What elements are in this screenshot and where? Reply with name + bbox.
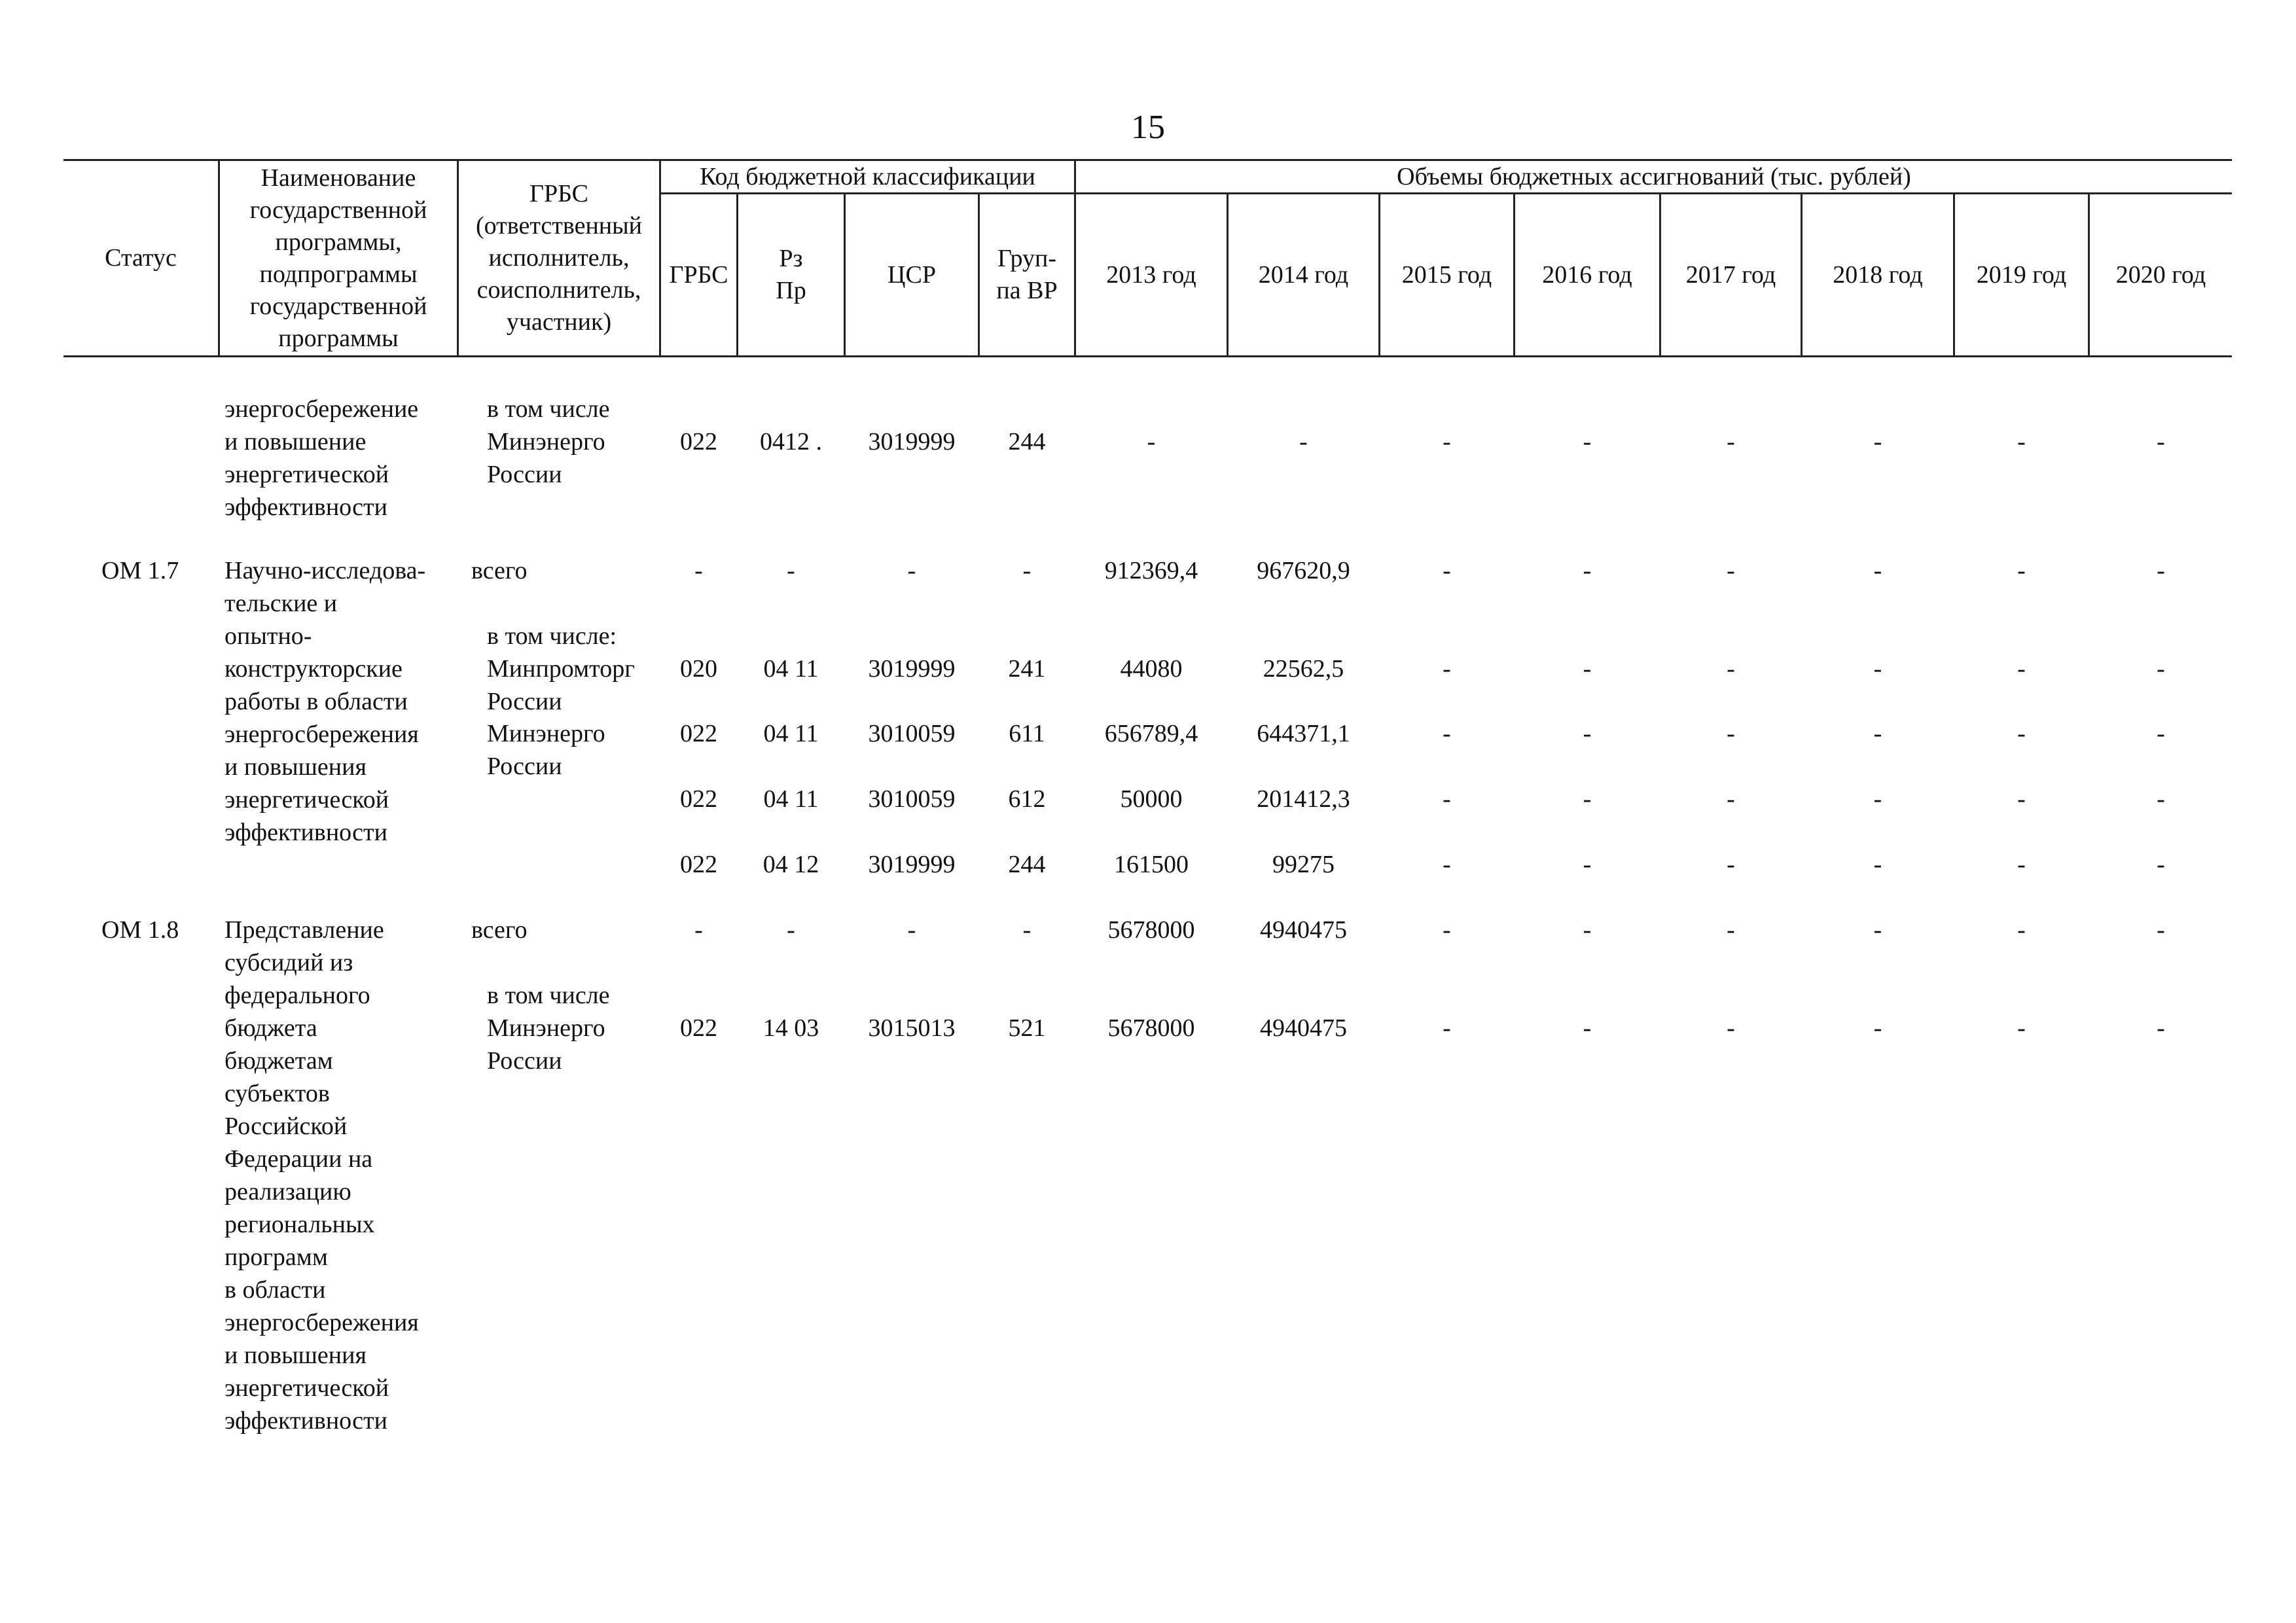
value-2017: - — [1727, 557, 1735, 584]
header-program-name: Наименование государственной программы, подпрограммы государственной программы — [249, 164, 427, 352]
rzpr-cell: 04 11 — [763, 785, 819, 813]
vr-cell: 244 — [1008, 851, 1046, 878]
value-2020: - — [2157, 785, 2165, 813]
value-2019: - — [2017, 851, 2026, 878]
value-2019: - — [2017, 428, 2026, 455]
value-2019: - — [2017, 1014, 2026, 1042]
value-2017: - — [1727, 428, 1735, 455]
rzpr-cell: - — [787, 557, 795, 584]
vr-cell: 521 — [1008, 1014, 1046, 1042]
value-2014: 644371,1 — [1257, 720, 1350, 747]
value-2013: 912369,4 — [1104, 557, 1198, 584]
value-2015: - — [1443, 557, 1451, 584]
value-2018: - — [1873, 655, 1882, 683]
csr-cell: 3010059 — [868, 785, 956, 813]
value-2016: - — [1583, 851, 1592, 878]
section-name: Представление субсидий из федерального бюджета бюджетам субъектов Российской Федерации на реализацию региональных программ в области энергосбережения и повышения энергетической эффективности — [224, 916, 419, 1435]
header-year-2014: 2014 год — [1258, 260, 1349, 289]
section-name: Научно-исследова- тельские и опытно- конструкторские работы в области энергосбережения и повышения энергетической эффективности — [224, 557, 426, 846]
header-code-vr: Груп- па ВР — [996, 245, 1058, 304]
grbs-cell: 022 — [680, 785, 717, 813]
value-2017: - — [1727, 916, 1735, 944]
grbs-cell: - — [694, 557, 703, 584]
responsible-cell: Минэнерго России — [487, 720, 605, 780]
value-2020: - — [2157, 655, 2165, 683]
header-code-grbs: ГРБС — [669, 260, 728, 289]
header-year-2019: 2019 год — [1976, 260, 2067, 289]
value-2014: 4940475 — [1260, 916, 1347, 944]
header-bottom-rule — [63, 355, 2232, 357]
value-2020: - — [2157, 1014, 2165, 1042]
value-2019: - — [2017, 785, 2026, 813]
value-2015: - — [1443, 916, 1451, 944]
vr-cell: - — [1022, 557, 1031, 584]
value-2013: 5678000 — [1107, 1014, 1195, 1042]
value-2018: - — [1873, 428, 1882, 455]
value-2016: - — [1583, 1014, 1592, 1042]
header-code-group: Код бюджетной классификации — [700, 162, 1035, 190]
header-code-csr: ЦСР — [888, 260, 936, 289]
grbs-cell: 020 — [680, 655, 717, 683]
vr-cell: 612 — [1008, 785, 1046, 813]
value-2016: - — [1583, 785, 1592, 813]
value-2017: - — [1727, 655, 1735, 683]
header-year-2013: 2013 год — [1106, 260, 1196, 289]
value-2020: - — [2157, 557, 2165, 584]
grbs-cell: 022 — [680, 428, 717, 455]
value-2014: 967620,9 — [1257, 557, 1350, 584]
responsible-cell: всего — [471, 557, 528, 584]
header-volume-group: Объемы бюджетных ассигнований (тыс. рублей) — [1397, 162, 1911, 190]
status-cell: ОМ 1.8 — [101, 916, 179, 944]
value-2014: 22562,5 — [1263, 655, 1344, 683]
header-grbs-responsible: ГРБС (ответственный исполнитель, соисполнитель, участник) — [475, 180, 642, 336]
value-2018: - — [1873, 557, 1882, 584]
value-2016: - — [1583, 428, 1592, 455]
rzpr-cell: 14 03 — [762, 1014, 819, 1042]
value-2020: - — [2157, 916, 2165, 944]
responsible-cell: в том числе: Минпромторг России — [487, 622, 635, 715]
header-year-2020: 2020 год — [2115, 260, 2206, 289]
rzpr-cell: - — [787, 916, 795, 944]
value-2020: - — [2157, 428, 2165, 455]
value-2013: - — [1147, 428, 1156, 455]
csr-cell: 3019999 — [868, 655, 956, 683]
value-2013: 5678000 — [1107, 916, 1195, 944]
responsible-cell: всего — [471, 916, 528, 944]
section-name: энергосбережение и повышение энергетической эффективности — [224, 395, 419, 521]
value-2014: - — [1299, 428, 1308, 455]
value-2017: - — [1727, 720, 1735, 747]
value-2018: - — [1873, 1014, 1882, 1042]
rzpr-cell: 04 12 — [762, 851, 819, 878]
value-2017: - — [1727, 1014, 1735, 1042]
grbs-cell: 022 — [680, 851, 717, 878]
responsible-cell: в том числе Минэнерго России — [487, 395, 610, 488]
value-2018: - — [1873, 785, 1882, 813]
value-2018: - — [1873, 720, 1882, 747]
value-2015: - — [1443, 851, 1451, 878]
value-2017: - — [1727, 785, 1735, 813]
csr-cell: - — [907, 916, 916, 944]
header-year-2016: 2016 год — [1542, 260, 1632, 289]
value-2013: 656789,4 — [1104, 720, 1198, 747]
value-2019: - — [2017, 916, 2026, 944]
grbs-cell: 022 — [680, 1014, 717, 1042]
header-status: Статус — [105, 244, 177, 272]
value-2016: - — [1583, 916, 1592, 944]
value-2013: 161500 — [1114, 851, 1189, 878]
value-2014: 4940475 — [1260, 1014, 1347, 1042]
responsible-cell: в том числе Минэнерго России — [487, 982, 610, 1075]
csr-cell: 3010059 — [868, 720, 956, 747]
vr-cell: 611 — [1009, 720, 1045, 747]
status-cell: ОМ 1.7 — [101, 557, 179, 584]
page-number: 15 — [1131, 109, 1165, 146]
value-2019: - — [2017, 557, 2026, 584]
value-2015: - — [1443, 428, 1451, 455]
value-2018: - — [1873, 916, 1882, 944]
value-2013: 44080 — [1120, 655, 1183, 683]
value-2015: - — [1443, 1014, 1451, 1042]
value-2013: 50000 — [1120, 785, 1183, 813]
csr-cell: 3019999 — [868, 428, 956, 455]
vr-cell: 241 — [1008, 655, 1046, 683]
value-2015: - — [1443, 785, 1451, 813]
value-2017: - — [1727, 851, 1735, 878]
value-2015: - — [1443, 720, 1451, 747]
grbs-cell: 022 — [680, 720, 717, 747]
value-2016: - — [1583, 720, 1592, 747]
rzpr-cell: 04 11 — [763, 720, 819, 747]
csr-cell: 3015013 — [868, 1014, 956, 1042]
rzpr-cell: 04 11 — [763, 655, 819, 683]
value-2014: 99275 — [1272, 851, 1335, 878]
header-year-2017: 2017 год — [1685, 260, 1776, 289]
header-year-2015: 2015 год — [1401, 260, 1492, 289]
value-2016: - — [1583, 557, 1592, 584]
rzpr-cell: 0412 . — [760, 428, 822, 455]
vr-cell: - — [1022, 916, 1031, 944]
header-year-2018: 2018 год — [1833, 260, 1923, 289]
value-2018: - — [1873, 851, 1882, 878]
value-2015: - — [1443, 655, 1451, 683]
csr-cell: 3019999 — [868, 851, 956, 878]
value-2016: - — [1583, 655, 1592, 683]
value-2020: - — [2157, 720, 2165, 747]
value-2014: 201412,3 — [1257, 785, 1350, 813]
csr-cell: - — [907, 557, 916, 584]
value-2020: - — [2157, 851, 2165, 878]
grbs-cell: - — [694, 916, 703, 944]
header-code-rzpr: Рз Пр — [776, 245, 806, 304]
value-2019: - — [2017, 655, 2026, 683]
vr-cell: 244 — [1008, 428, 1046, 455]
value-2019: - — [2017, 720, 2026, 747]
